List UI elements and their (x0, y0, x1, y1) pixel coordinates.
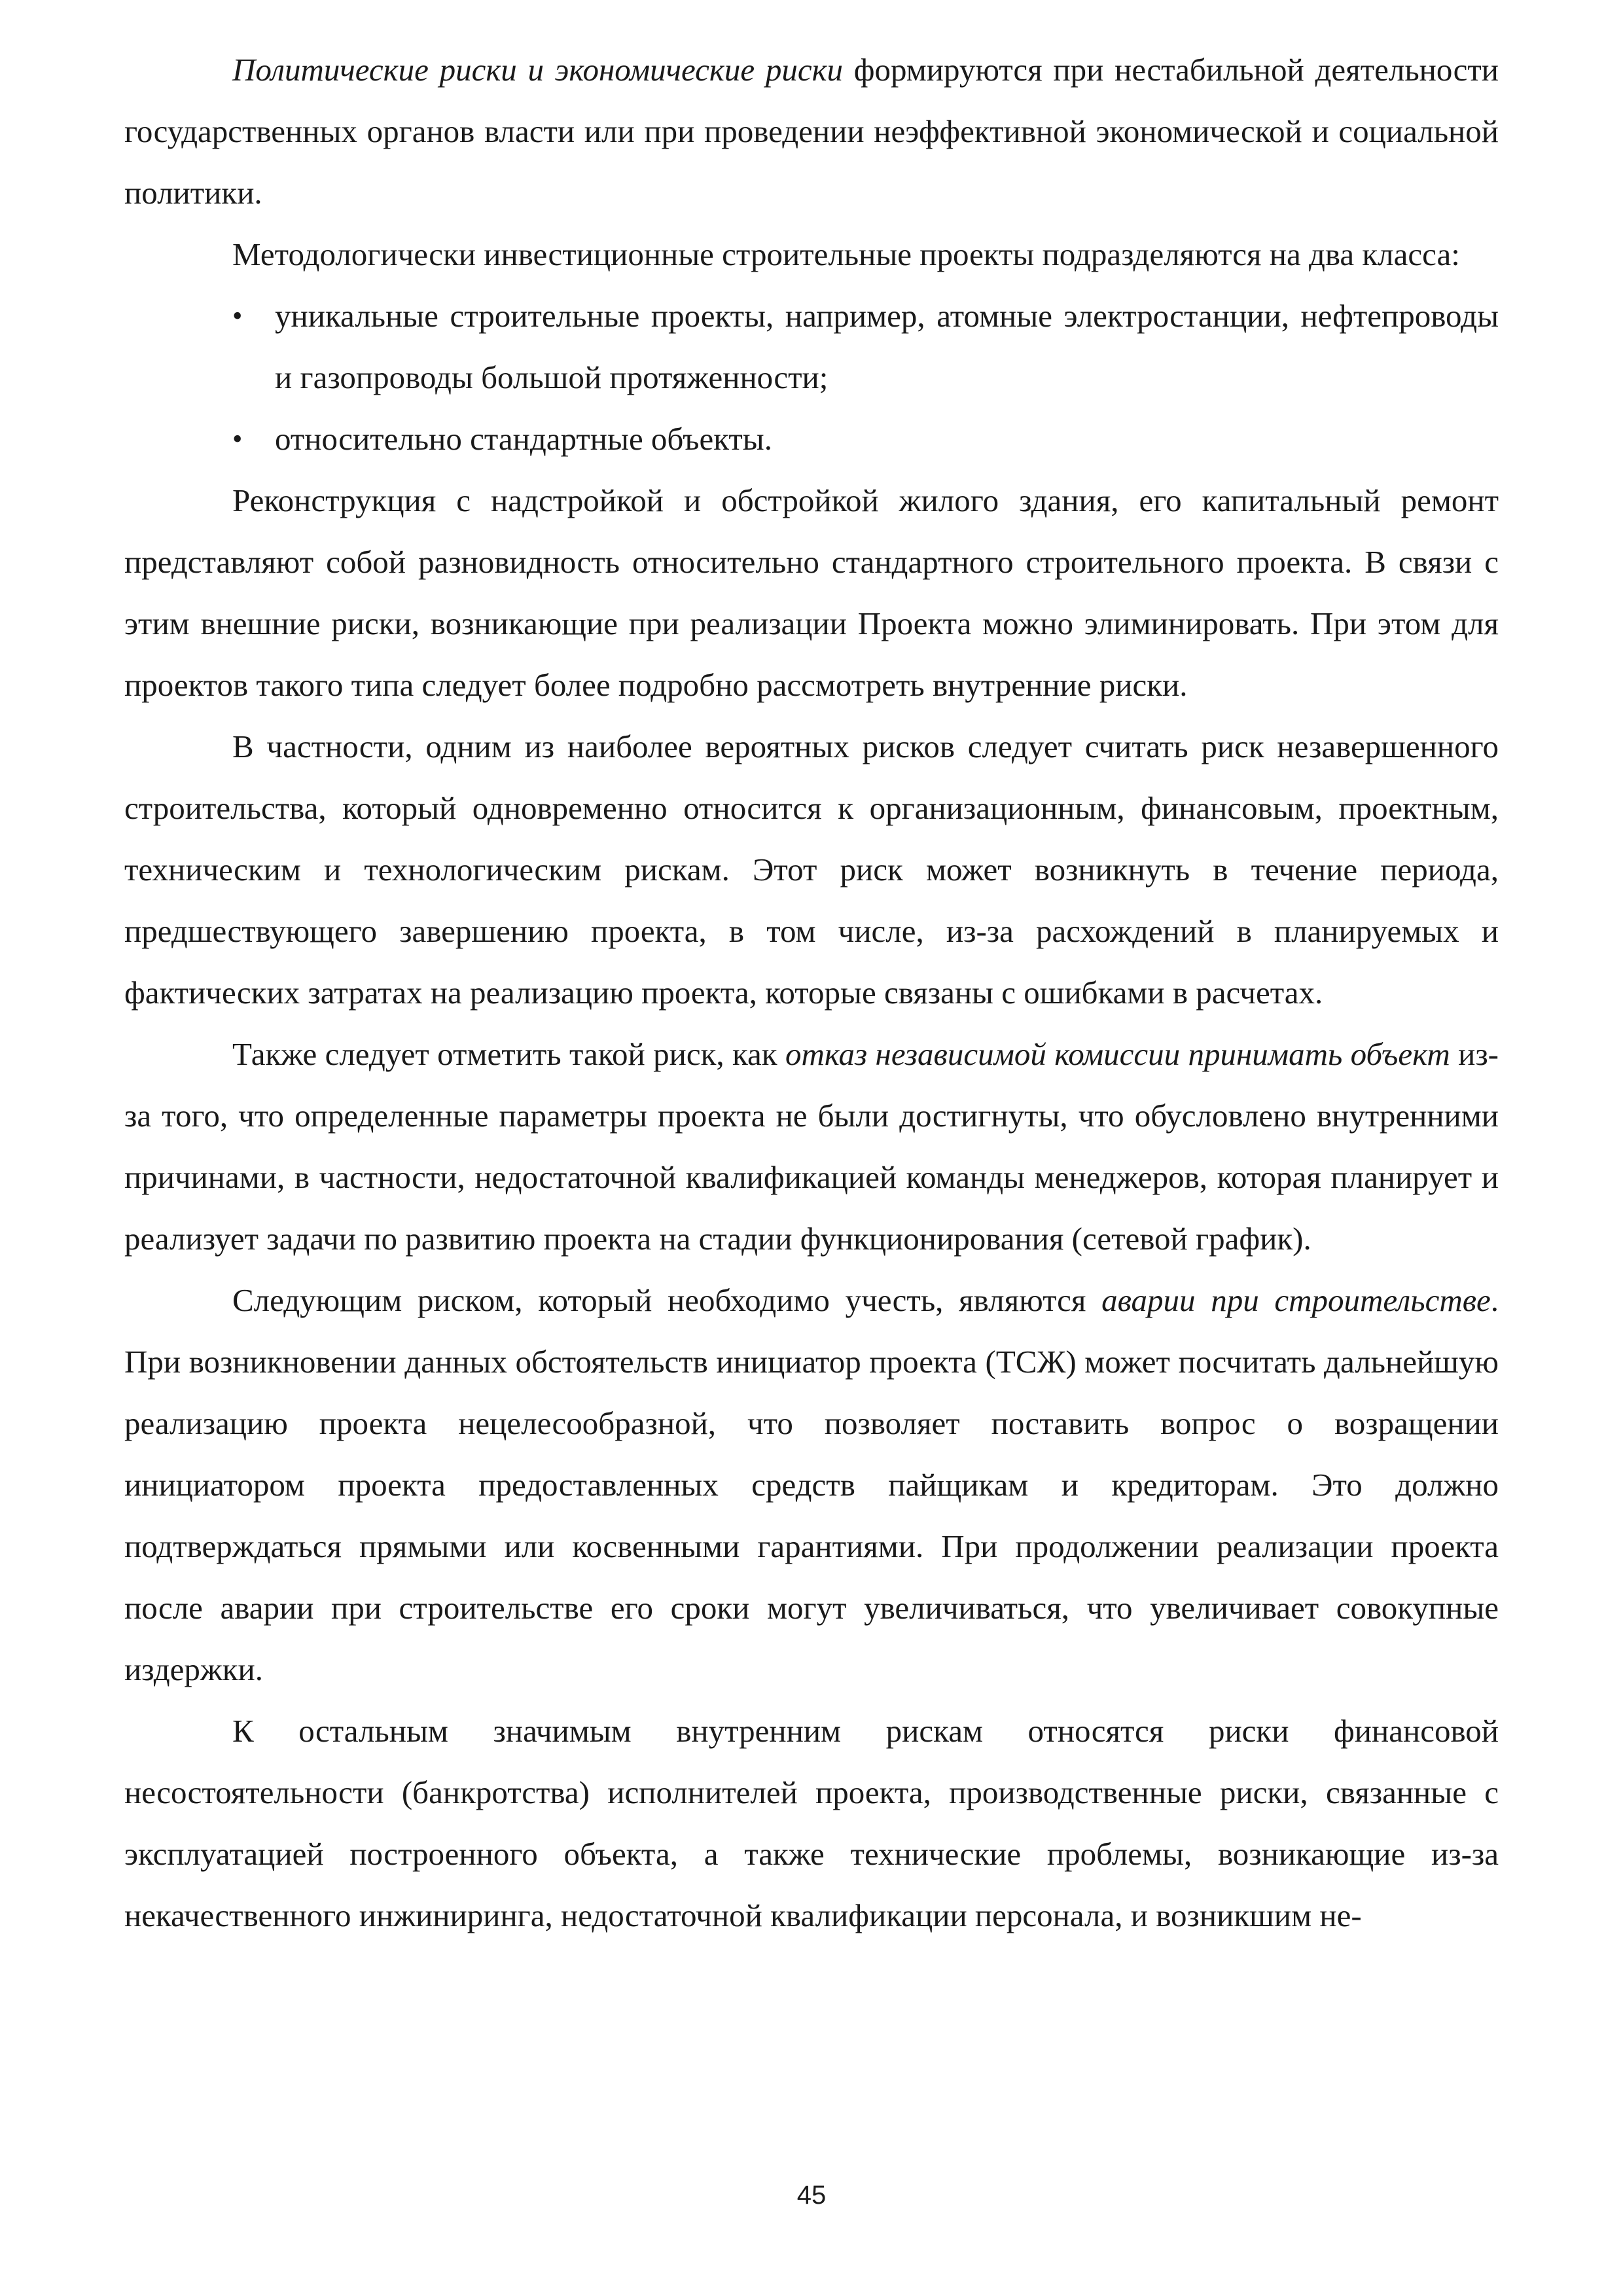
paragraph-text: из-за того, что определенные параметры проекта не были достигнуты, что обусловлено внутренними причинами, в частности, недостаточной квалификацией команды менеджеров, которая планирует и реализует задачи по развитию проекта на стадии функционирования (сетевой график). (124, 1036, 1499, 1257)
bullet-item-standard-objects (124, 408, 1499, 470)
paragraph-political-risks (124, 39, 1499, 224)
paragraph-text: . При возникновении данных обстоятельств инициатор проекта (ТСЖ) может посчитать дальнейшую реализацию проекта нецелесообразной, что позволяет поставить вопрос о возращении инициатором проекта предоставленных средств пайщикам и кредиторам. Это должно подтверждаться прямыми или косвенными гарантиями. При продолжении реализации проекта после аварии при строительстве его сроки могут увеличиваться, что увеличивает совокупные издержки. (124, 1282, 1499, 1687)
bullet-icon: • (232, 300, 243, 332)
bullet-icon: • (232, 423, 243, 455)
document-page (124, 39, 1499, 1946)
bullet-text: уникальные строительные проекты, например, атомные электростанции, нефтепроводы и газопроводы большой протяженности; (275, 298, 1499, 395)
paragraph-other-internal-risks: К остальным значимым внутренним рискам относятся риски финансовой несостоятельности (банкротства) исполнителей проекта, производственные риски, связанные с эксплуатацией построенного объекта, а также технические проблемы, возникающие из-за некачественного инжиниринга, недостаточной квалификации персонала, и возникшим не- (124, 1713, 1499, 1933)
italic-term-political-economic-risks: Политические риски и экономические риски (232, 52, 844, 88)
page-number: 45 (796, 2181, 827, 2210)
paragraph-project-classes: Методологически инвестиционные строительные проекты подразделяются на два класса: (232, 236, 1460, 272)
paragraph-commission-refusal (124, 1024, 1499, 1270)
paragraph-unfinished-construction: В частности, одним из наиболее вероятных рисков следует считать риск незавершенного строительства, который одновременно относится к организационным, финансовым, проектным, техническим и технологическим рискам. Этот риск может возникнуть в течение периода, предшествующего завершению проекта, в том числе, из-за расхождений в планируемых и фактических затратах на реализацию проекта, которые связаны с ошибками в расчетах. (124, 728, 1499, 1011)
italic-term-construction-accidents: аварии при строительстве (1101, 1282, 1491, 1318)
paragraph-text: Также следует отметить такой риск, как (232, 1036, 785, 1072)
bullet-list-project-classes (124, 285, 1499, 470)
paragraph-text: формируются при нестабильной деятельности государственных органов власти или при проведении неэффективной экономической и социальной политики. (124, 52, 1499, 211)
paragraph-reconstruction: Реконструкция с надстройкой и обстройкой жилого здания, его капитальный ремонт представляют собой разновидность относительно стандартного строительного проекта. В связи с этим внешние риски, возникающие при реализации Проекта можно элиминировать. При этом для проектов такого типа следует более подробно рассмотреть внутренние риски. (124, 482, 1499, 703)
paragraph-text: Следующим риском, который необходимо учесть, являются (232, 1282, 1102, 1318)
bullet-text: относительно стандартные объекты. (275, 421, 772, 457)
bullet-item-unique-projects (124, 285, 1499, 408)
paragraph-construction-accidents (124, 1270, 1499, 1700)
italic-term-commission-refusal: отказ независимой комиссии принимать объект (785, 1036, 1450, 1072)
